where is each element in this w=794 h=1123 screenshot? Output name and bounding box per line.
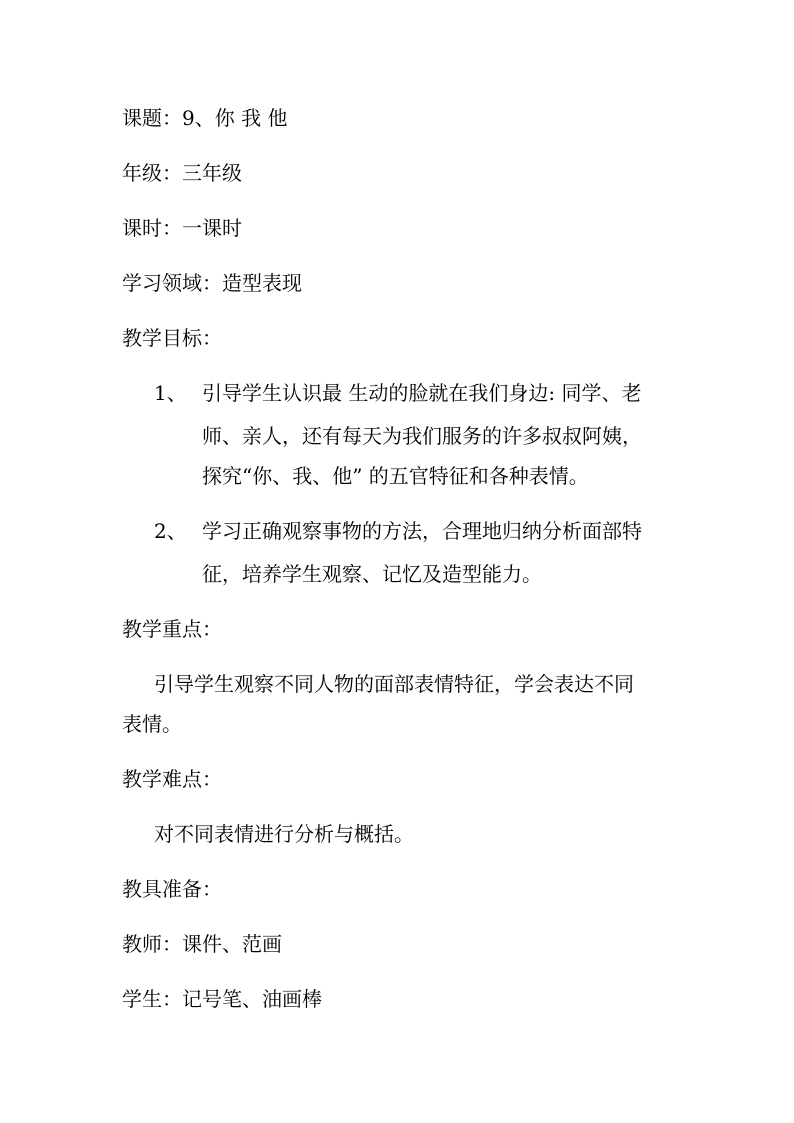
student-line: 学生：记号笔、油画棒	[122, 987, 322, 1011]
goal-1-line-3: 探究“你、我、他” 的五官特征和各种表情。	[202, 464, 589, 488]
area-line: 学习领域：造型表现	[122, 271, 302, 295]
grade-line: 年级：三年级	[122, 161, 242, 185]
goal-1-number: 1、	[154, 381, 187, 405]
topic-line: 课题：9、你 我 他	[122, 106, 288, 130]
teacher-line: 教师：课件、范画	[122, 932, 282, 956]
key-line-1: 引导学生观察不同人物的面部表情特征，学会表达不同	[154, 672, 634, 696]
difficult-heading: 教学难点：	[122, 767, 222, 791]
difficult-text: 对不同表情进行分析与概括。	[154, 822, 414, 846]
goal-2-line-2: 征，培养学生观察、记忆及造型能力。	[202, 562, 542, 586]
goal-2-line-1: 学习正确观察事物的方法，合理地归纳分析面部特	[202, 519, 642, 543]
goal-1-line-2: 师、亲人，还有每天为我们服务的许多叔叔阿姨，	[202, 424, 642, 448]
key-heading: 教学重点：	[122, 617, 222, 641]
goal-2-number: 2、	[154, 519, 187, 543]
goals-heading: 教学目标：	[122, 326, 222, 350]
key-line-2: 表情。	[122, 712, 182, 736]
tools-heading: 教具准备：	[122, 877, 222, 901]
period-line: 课时：一课时	[122, 216, 242, 240]
goal-1-line-1: 引导学生认识最 生动的脸就在我们身边: 同学、老	[202, 381, 642, 405]
